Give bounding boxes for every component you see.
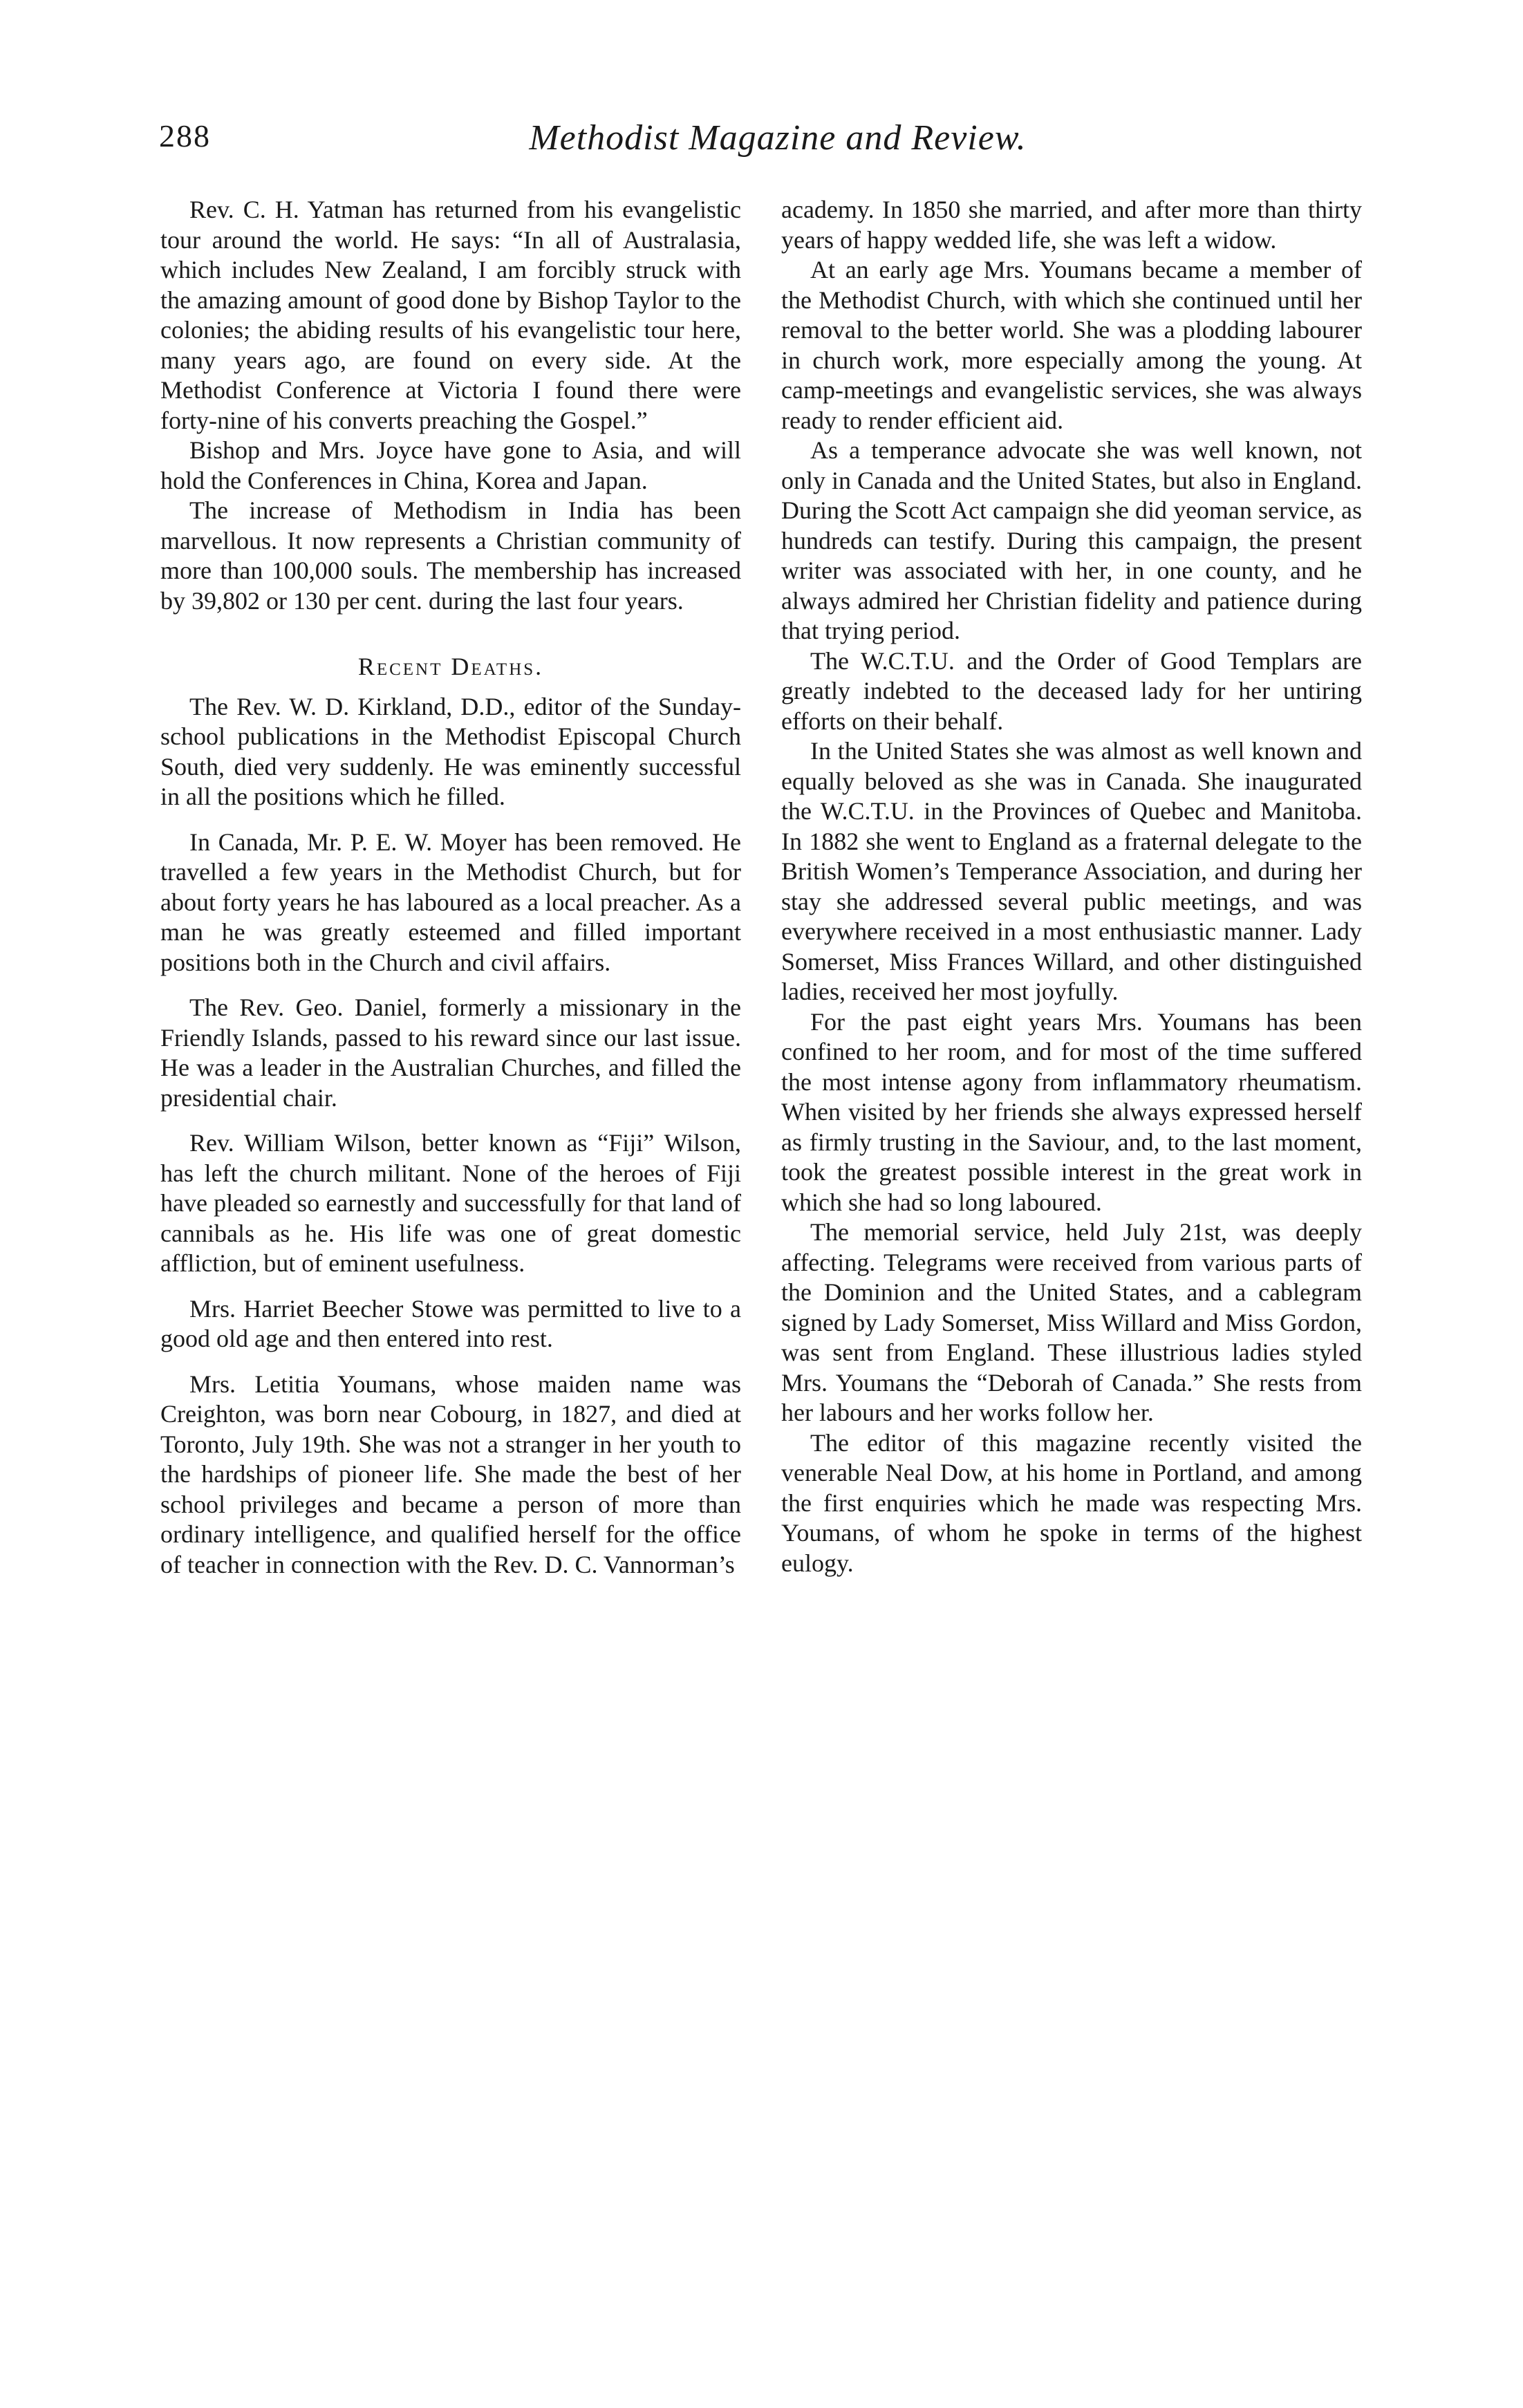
paragraph-academy: academy. In 1850 she married, and after more than thirty years of happy wedded life, she was left a widow.: [781, 196, 1362, 254]
page-header: [159, 118, 1396, 173]
paragraph-wctu: The W.C.T.U. and the Order of Good Templars are greatly indebted to the deceased lady for her untiring efforts on their behalf.: [781, 646, 1362, 735]
paragraph-eight-years: For the past eight years Mrs. Youmans has been confined to her room, and for most of the time suffered the most intense agony from inflammatory rheumatism. When visited by her friends she always expressed herself as firmly trusting in the Saviour, and, to the last moment, took the greatest possible interest in the great work in which she had so long laboured.: [781, 1007, 1362, 1216]
right-column: [781, 195, 1362, 1578]
paragraph-india: The increase of Methodism in India has been marvellous. It now represents a Christian community of more than 100,000 souls. The membership has increased by 39,802 or 130 per cent. during the last four years.: [160, 496, 741, 615]
paragraph-early-age: At an early age Mrs. Youmans became a member of the Methodist Church, with which she continued until her removal to the better world. She was a plodding labourer in church work, more especially among the young. At camp-meetings and evangelistic services, she was always ready to render efficient aid.: [781, 256, 1362, 434]
left-column: [160, 195, 741, 1580]
page-number: 288: [159, 118, 211, 153]
paragraph-temperance: As a temperance advocate she was well known, not only in Canada and the United States, but also in England. During the Scott Act campaign she did yeoman service, as hundreds can testify. During this campaign, the present writer was associated with her, in one county, and he always admired her Christian fidelity and patience during that trying period.: [781, 436, 1362, 644]
paragraph-kirkland: The Rev. W. D. Kirkland, D.D., editor of the Sunday-school publications in the Methodist Episcopal Church South, died very suddenly. He was eminently successful in all the positions which he filled.: [160, 692, 741, 810]
paragraph-moyer: In Canada, Mr. P. E. W. Moyer has been removed. He travelled a few years in the Methodist Church, but for about forty years he has laboured as a local preacher. As a man he was greatly esteemed and filled important positions both in the Church and civil affairs.: [160, 828, 741, 976]
paragraph-joyce: Bishop and Mrs. Joyce have gone to Asia, and will hold the Conferences in China, Korea and Japan.: [160, 436, 741, 494]
running-title: Methodist Magazine and Review.: [529, 118, 1027, 158]
paragraph-daniel: The Rev. Geo. Daniel, formerly a missionary in the Friendly Islands, passed to his reward since our last issue. He was a leader in the Australian Churches, and filled the presidential chair.: [160, 993, 741, 1112]
paragraph-memorial: The memorial service, held July 21st, was deeply affecting. Telegrams were received from various parts of the Dominion and the United States, and a cablegram signed by Lady Somerset, Miss Willard and Miss Gordon, was sent from England. These illustrious ladies styled Mrs. Youmans the “Deborah of Canada.” She rests from her labours and her works follow her.: [781, 1218, 1362, 1426]
paragraph-neal-dow: The editor of this magazine recently visited the venerable Neal Dow, at his home in Portland, and among the first enquiries which he made was respecting Mrs. Youmans, of whom he spoke in terms of the highest eulogy.: [781, 1428, 1362, 1577]
paragraph-stowe: Mrs. Harriet Beecher Stowe was permitted to live to a good old age and then entered into rest.: [160, 1294, 741, 1352]
paragraph-yatman: Rev. C. H. Yatman has returned from his evangelistic tour around the world. He says: “In all of Australasia, which includes New Zealand, I am forcibly struck with the amazing amount of good done by Bishop Taylor to the colonies; the abiding results of his evangelistic tour here, many years ago, are found on every side. At the Methodist Conference at Victoria I found there were forty-nine of his converts preaching the Gospel.”: [160, 196, 741, 434]
section-heading-recent-deaths: Recent Deaths.: [357, 653, 544, 680]
paragraph-united-states: In the United States she was almost as well known and equally beloved as she was in Canada. She inaugurated the W.C.T.U. in the Provinces of Quebec and Manitoba. In 1882 she went to England as a fraternal delegate to the British Women’s Temperance Association, and during her stay she addressed several public meetings, and was everywhere received in a most enthusiastic manner. Lady Somerset, Miss Frances Willard, and other distinguished ladies, received her most joyfully.: [781, 737, 1362, 1005]
paragraph-wilson: Rev. William Wilson, better known as “Fiji” Wilson, has left the church militant. None of the heroes of Fiji have pleaded so earnestly and successfully for that land of cannibals as he. His life was one of great domestic affliction, but of eminent usefulness.: [160, 1129, 741, 1277]
paragraph-youmans: Mrs. Letitia Youmans, whose maiden name was Creighton, was born near Cobourg, in 1827, and died at Toronto, July 19th. She was not a stranger in her youth to the hardships of pioneer life. She made the best of her school privileges and became a person of more than ordinary intelligence, and qualified herself for the office of teacher in connection with the Rev. D. C. Vannorman’s: [160, 1370, 741, 1578]
